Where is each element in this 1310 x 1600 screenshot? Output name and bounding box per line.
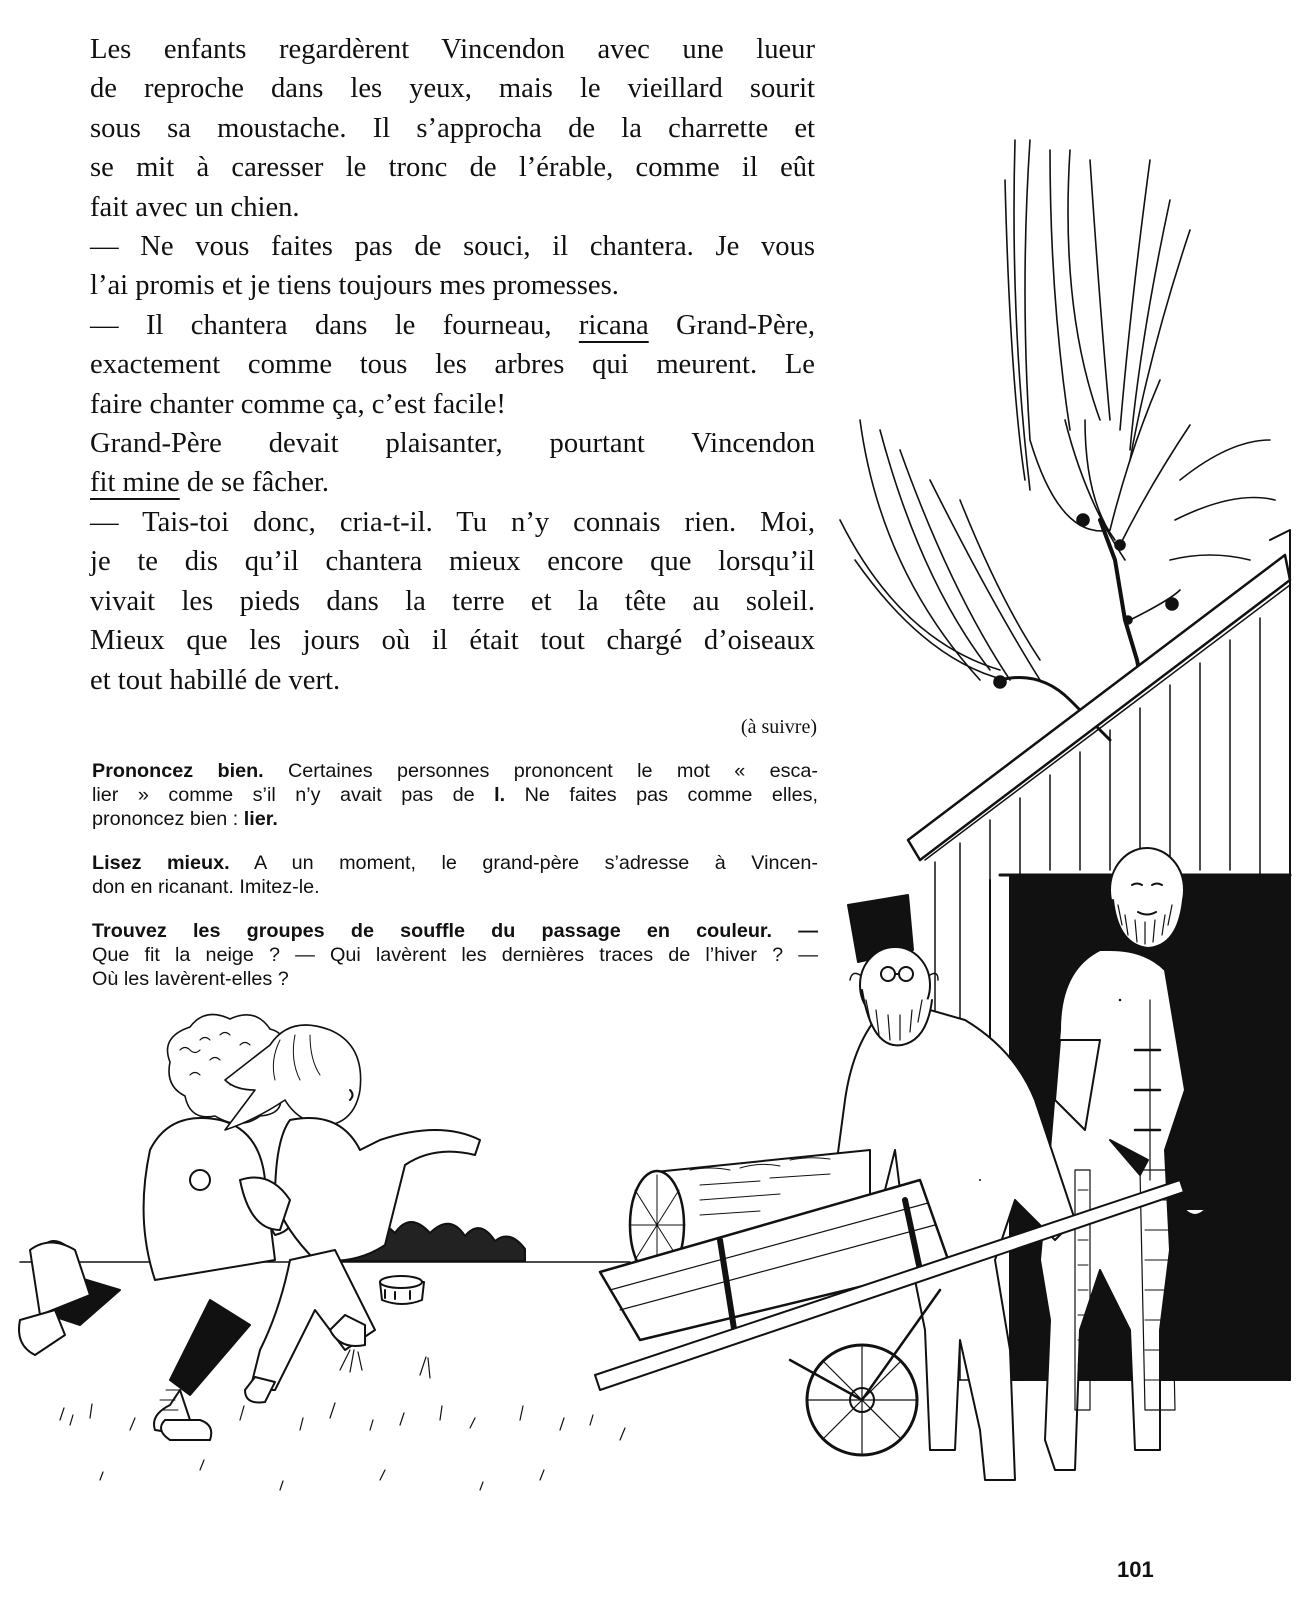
exercise-trouvez [92, 920, 818, 991]
story-line: exactement comme tous les arbres qui meurent. Le [90, 349, 815, 381]
exercise-title: Trouvez les groupes de souffle du passage en couleur. — [92, 920, 818, 942]
story-line: vivait les pieds dans la terre et la tête au soleil. [90, 585, 815, 617]
exercise-text: Ne faites pas comme elles, [505, 783, 818, 806]
story-line: Mieux que les jours où il était tout chargé d’oiseaux [90, 625, 815, 657]
story-line: je te dis qu’il chantera mieux encore que lorsqu’il [90, 546, 815, 578]
story-line: l’ai promis et je tiens toujours mes promesses. [90, 270, 619, 302]
underlined-word: fit mine [90, 467, 180, 499]
exercise-title: Lisez mieux. [92, 852, 230, 874]
tree-stump [380, 1276, 424, 1304]
exercise-text: Certaines personnes prononcent le mot « esca- [263, 760, 818, 782]
story-line [90, 463, 815, 502]
exercise-text: prononcez bien : [92, 807, 244, 830]
story-text [90, 30, 815, 700]
exercise-line: Où les lavèrent-elles ? [92, 967, 289, 990]
exercise-line: don en ricanant. Imitez-le. [92, 875, 320, 898]
willow-tree [840, 140, 1275, 740]
exercise-line [92, 760, 818, 784]
exercise-line: Que fit la neige ? — Qui lavèrent les dernières traces de l’hiver ? — [92, 943, 818, 966]
exercise-line [92, 852, 818, 876]
exercise-prononcez [92, 760, 818, 831]
exercise-line [92, 808, 818, 832]
underlined-word: ricana [578, 309, 649, 341]
ground [60, 1350, 625, 1490]
story-line: Les enfants regardèrent Vincendon avec une lueur [90, 34, 815, 65]
story-line: — Tais-toi donc, cria-t-il. Tu n’y connais rien. Moi, [90, 506, 815, 538]
story-line: de reproche dans les yeux, mais le vieillard sourit [90, 73, 815, 105]
story-line: et tout habillé de vert. [90, 664, 341, 696]
story-segment: Grand-Père, [648, 309, 815, 341]
exercise-bold: l. [494, 783, 506, 806]
long-haired-child [225, 1025, 480, 1403]
story-segment: — Il chantera dans le fourneau, [90, 309, 579, 341]
story-segment: de se fâcher. [179, 467, 329, 499]
story-line: se mit à caresser le tronc de l’érable, comme il eût [90, 152, 815, 184]
story-line: fait avec un chien. [90, 191, 300, 223]
story-line: faire chanter comme ça, c’est facile! [90, 388, 506, 420]
exercise-line [92, 784, 818, 808]
story-line: — Ne vous faites pas de souci, il chantera. Je vous [90, 231, 815, 263]
story-line: sous sa moustache. Il s’approcha de la charrette et [90, 112, 815, 144]
exercise-title: Prononcez bien. [92, 760, 264, 782]
exercise-text: lier » comme s’il n’y avait pas de [92, 783, 495, 806]
exercise-bold: lier. [243, 807, 278, 830]
exercise-line [92, 920, 818, 944]
exercise-text: A un moment, le grand-père s’adresse à Vincen- [229, 852, 818, 874]
story-line [90, 306, 815, 345]
story-line: Grand-Père devait plaisanter, pourtant Vincendon [90, 428, 815, 460]
to-be-continued: (à suivre) [740, 716, 817, 738]
exercise-lisez [92, 852, 818, 900]
page-number: 101 [1117, 1557, 1154, 1582]
